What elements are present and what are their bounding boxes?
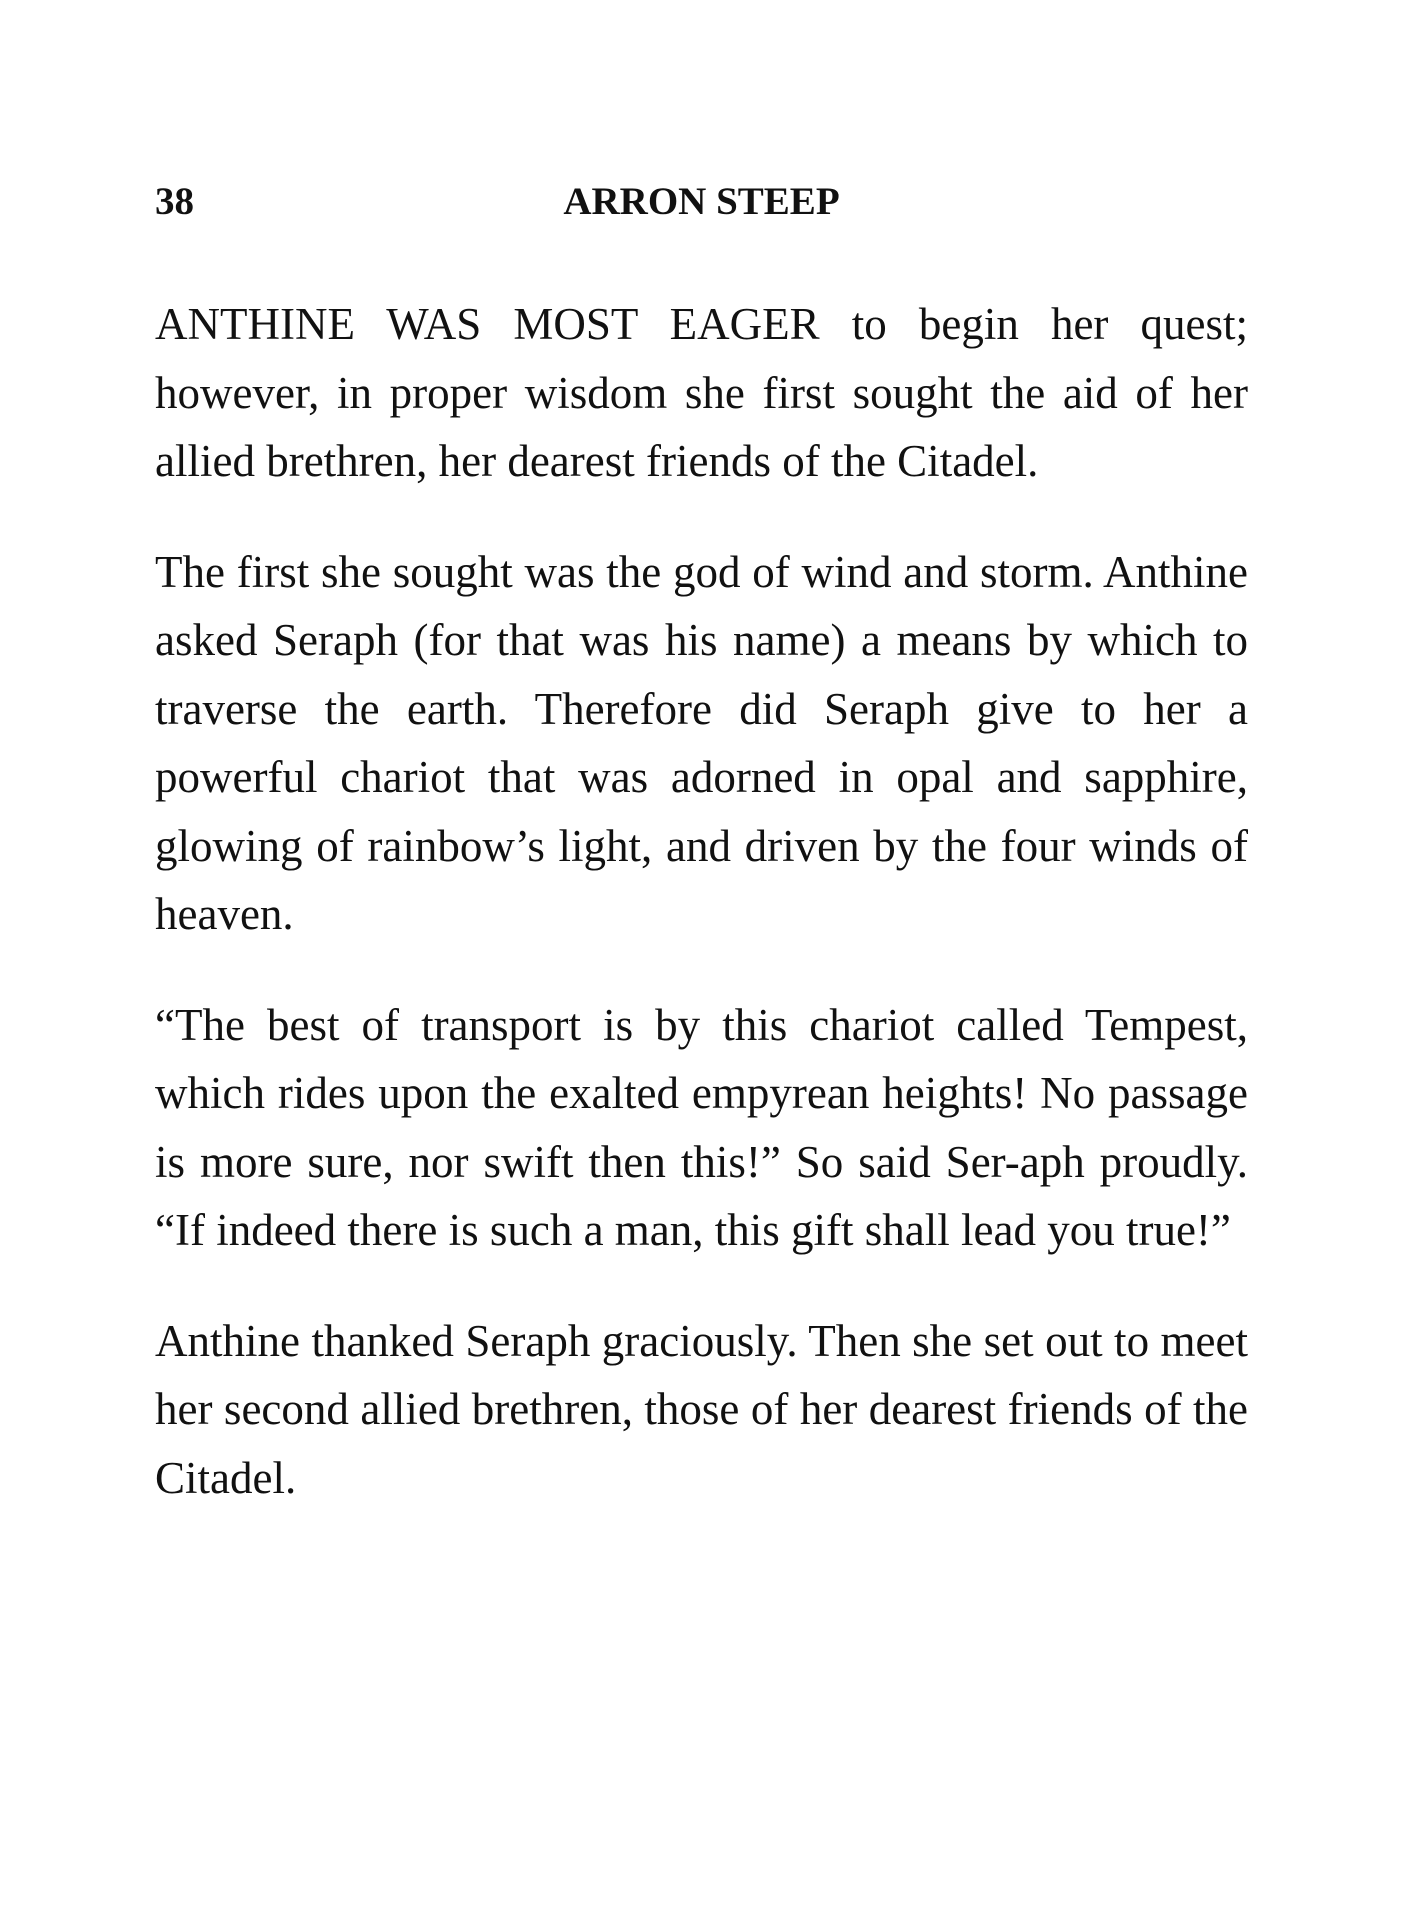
paragraph: ANTHINE WAS MOST EAGER to begin her quest; however, in proper wisdom she first sought the aid of her allied brethren, her dearest friends of the Citadel. — [155, 299, 1248, 486]
running-header — [155, 176, 1248, 228]
paragraph: The first she sought was the god of wind and storm. Anthine asked Seraph (for that was his name) a means by which to traverse the earth. Therefore did Seraph give to her a powerful chariot that was adorned in opal and sapphire, glowing of rainbow’s light, and driven by the four winds of heaven. — [155, 546, 1248, 939]
paragraph: “The best of transport is by this chariot called Tempest, which rides upon the exalted empyrean heights! No passage is more sure, nor swift then this!” So said Ser-aph proudly. “If indeed there is such a man, this gift shall lead you true!” — [155, 999, 1248, 1255]
running-header-title: ARRON STEEP — [563, 180, 840, 223]
page-number: 38 — [155, 180, 194, 223]
paragraph: Anthine thanked Seraph graciously. Then she set out to meet her second allied brethren, those of her dearest friends of the Citadel. — [155, 1315, 1248, 1503]
body-text — [155, 290, 1248, 1554]
